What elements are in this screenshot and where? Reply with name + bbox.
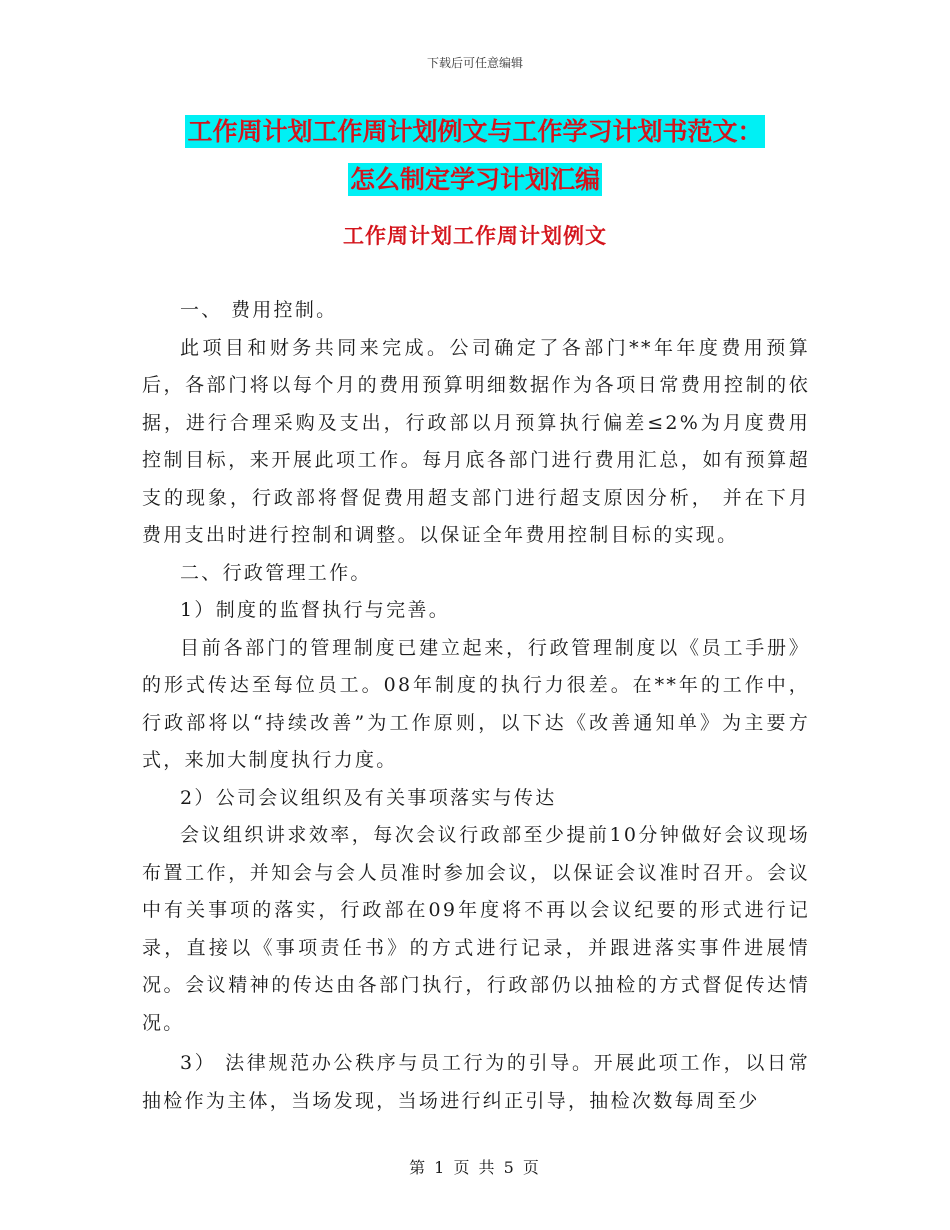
paragraph: 一、 费用控制。 xyxy=(180,299,338,321)
title-line-1: 工作周计划工作周计划例文与工作学习计划书范文： xyxy=(187,117,763,146)
paragraph: 二、行政管理工作。 xyxy=(180,561,372,584)
section-title: 工作周计划工作周计划例文 xyxy=(343,223,607,248)
title-line-2: 怎么制定学习计划汇编 xyxy=(349,165,600,194)
document-title xyxy=(0,108,950,204)
paragraph: 3） 法律规范办公秩序与员工行为的引导。开展此项工作，以日常抽检作为主体，当场发现，当场进行纠正引导，抽检次数每周至少 xyxy=(142,1052,810,1112)
document-body xyxy=(142,292,810,1120)
paragraph: 1）制度的监督执行与完善。 xyxy=(180,599,450,621)
paragraph: 此项目和财务共同来完成。公司确定了各部门**年年度费用预算后，各部门将以每个月的费用预算明细数据作为各项日常费用控制的依据，进行合理采购及支出，行政部以月预算执行偏差≤2%为月度费用控制目标，来开展此项工作。每月底各部门进行费用汇总，如有预算超支的现象，行政部将督促费用超支部门进行超支原因分析， 并在下月费用支出时进行控制和调整。以保证全年费用控制目标的实现。 xyxy=(142,336,810,546)
header-note: 下载后可任意编辑 xyxy=(426,56,523,70)
paragraph: 2）公司会议组织及有关事项落实与传达 xyxy=(180,786,557,809)
page-footer: 第 1 页 共 5 页 xyxy=(409,1158,541,1177)
paragraph: 目前各部门的管理制度已建立起来，行政管理制度以《员工手册》的形式传达至每位员工。08年制度的执行力很差。在**年的工作中，行政部将以“持续改善”为工作原则，以下达《改善通知单》为主要方式，来加大制度执行力度。 xyxy=(142,636,810,771)
paragraph: 会议组织讲求效率，每次会议行政部至少提前10分钟做好会议现场布置工作，并知会与会人员准时参加会议，以保证会议准时召开。会议中有关事项的落实，行政部在09年度将不再以会议纪要的形式进行记录，直接以《事项责任书》的方式进行记录，并跟进落实事件进展情况。会议精神的传达由各部门执行，行政部仍以抽检的方式督促传达情况。 xyxy=(142,824,810,1034)
